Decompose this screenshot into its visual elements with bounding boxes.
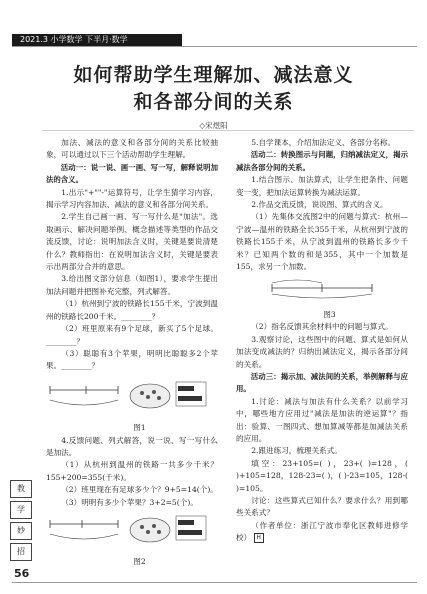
author-affiliation [236,520,408,545]
paragraph: 2.作品交流反馈，说说图、算式的含义。 [251,200,388,210]
paragraph: 2.学生自己画一画、写一写什么是"加法"。选取画示、解决问题举例、概念描述等类型的作品交流反馈，讨论：说明加法含义时，关键是要说清楚什么？教师指出：在说明加法含义时，关键是要表示出两部分合并的意思。 [46,212,218,272]
paragraph: 1.讨论：减法与加法有什么关系？以前学习中，哪些地方应用过"减法是加法的逆运算"？指出：验算、一图四式、想加算减等都是加减法关系的应用。 [236,396,408,443]
paragraph: 讨论：这些算式已知什么？要求什么？用到哪些关系式？ [236,495,408,518]
paragraph: 5.自学课本，介绍加法定义、各部分名称。 [251,138,396,147]
header-rule [12,46,417,47]
paragraph: 2.跟进练习，梳理关系式。 [251,446,342,456]
side-tab-1: 教 [10,480,32,498]
paragraph: 3.给出图文部分信息（如图1），要求学生提出加法问题并把图补充完整，列式解答。 [46,274,218,296]
figure-2-caption: 图2 [133,557,146,567]
answer-3: （3）明明有多少个苹果？3+2=5(个)。 [61,497,198,507]
title-separator [42,130,414,131]
figure-3-diagram [236,276,408,302]
paragraph: 4.反馈问题、列式解答，说一说、写一写什么是加法。 [46,435,218,457]
fill-blank-exercise: 填空：23+105=( )，23+( )=128，( )+105=128，128-23=( )，( )-23=105，128-( )=105。 [236,458,408,493]
title-line-1: 如何帮助学生理解加、减法意义 [73,64,354,86]
figure-1-caption: 图1 [133,423,146,433]
question-3: （3）聪聪有3个苹果，明明比聪聪多2个苹果。________？ [46,348,218,371]
article-title [0,62,427,116]
activity-heading-2: 活动二：转换图示与问题，归纳减法定义，揭示减法各部分间的关系。 [236,150,408,172]
answer-2: （2）班里现在有足球多少个？9+5=14(个)。 [61,485,218,495]
paragraph: 加法、减法的意义和各部分间的关系比较抽象，可以通过以下三个活动帮助学生理解。 [46,138,218,160]
question-1: （1）杭州到宁波的铁路长155千米，宁波到温州的铁路长200千米。________？ [46,299,218,321]
activity-heading-1: 活动一：说一说、画一画、写一写，解释说明加法的含义。 [46,162,218,185]
activity-heading-3: 活动三：揭示加、减法间的关系，举例解释与应用。 [236,371,408,394]
paragraph: 3.观察讨论，这些图中的问题、算式是如何从加法变成减法的？归纳出减法定义，揭示各部分间的关系。 [236,334,408,369]
side-tab-4: 招 [10,543,32,561]
right-column [236,137,408,545]
footer-rule [12,582,417,583]
side-tab-3: 妙 [10,522,32,540]
title-line-2: 和各部分间的关系 [133,91,294,113]
figure-3-caption: 图3 [323,309,336,319]
figure-2 [46,512,218,554]
page-number: 56 [14,567,30,580]
paragraph: （1）先集体交流图2中的问题与算式：杭州—宁波—温州的铁路全长355千米，从杭州到宁波的铁路长155千米，从宁波到温州的铁路长多少千米？已知两个数的和是355，其中一个加数是155，求另一个加数。 [236,212,408,272]
paragraph: 1.出示"+""-"运算符号，让学生猜学习内容，揭示学习内容加法、减法的意义和各部分间关系。 [46,187,218,210]
paragraph: （2）指名反馈其余材料中的问题与算式。 [251,322,393,332]
side-tab-2: 学 [10,501,32,519]
paragraph: 1.结合图示、加法算式，让学生把条件、问题变一变，把加法运算转换为减法运算。 [236,175,408,197]
affiliation-text: （作者单位：浙江宁波市奉化区教师进修学校） [236,520,408,543]
section-side-tabs [10,480,32,564]
figure-2-diagram [46,512,218,550]
journal-header: 2021.3 小学数学 下半月·数学 [12,34,182,46]
figure-1 [46,376,218,420]
question-2: （2）班里原来有9个足球，新买了5个足球。________？ [46,324,218,346]
end-mark-icon: H [254,533,264,543]
figure-3 [236,276,408,306]
author-byline: ◇宋煜阳 [199,121,228,130]
figure-1-diagram [46,376,218,416]
answer-1: （1）从杭州到温州的铁路一共多少千米？155+200=355(千米)。 [46,460,218,482]
left-column [46,137,218,569]
